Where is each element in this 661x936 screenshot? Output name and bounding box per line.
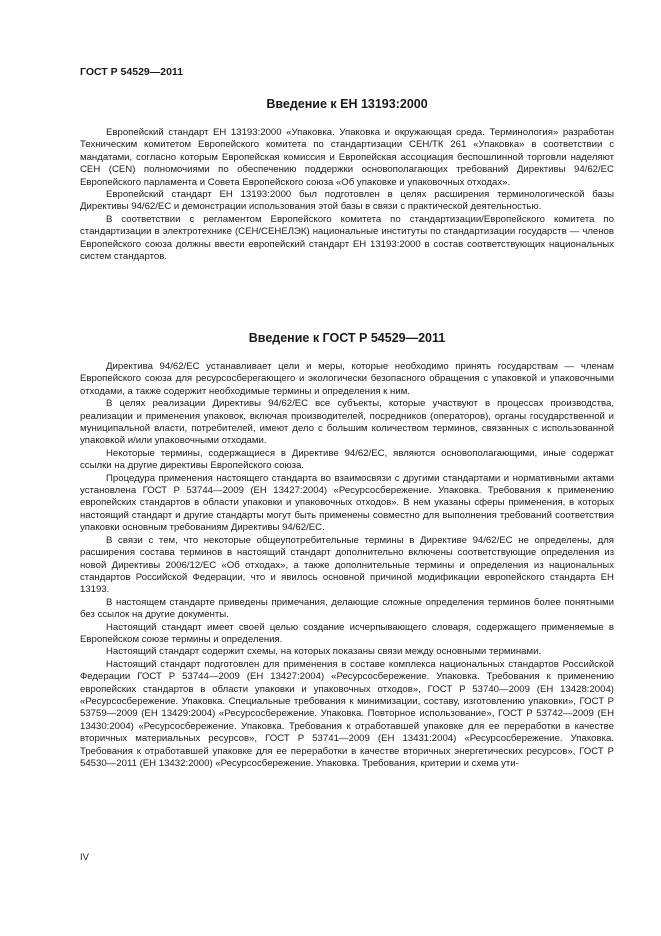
paragraph: Процедура применения настоящего стандарта во взаимосвязи с другими стандартами и нормативными актами установлена ГОСТ Р 53744—2009 (ЕН 13427:2004) «Ресурсосбережение. Упаковка. Требования к применению европейских стандартов в области упаковки и упаковочных отходов». В нем указаны сферы применения, в которых настоящий стандарт и другие стандарты могут быть применены совместно для выполнения требований соответствия упаковки основным требованиям Директивы 94/62/ЕС. [80,472,614,534]
intro-gost-body [80,361,614,770]
paragraph: В соответствии с регламентом Европейского комитета по стандартизации/Европейского комитета по стандартизации в электротехнике (СЕН/СЕНЕЛЭК) национальные институты по стандартизации государств — членов Европейского союза должны ввести европейский стандарт ЕН 13193:2000 в состав соответствующих национальных систем стандартов. [80,213,614,263]
intro-en-body [80,127,614,263]
intro-en-title: Введение к ЕН 13193:2000 [266,97,428,111]
paragraph: В настоящем стандарте приведены примечания, делающие сложные определения терминов более понятными без ссылок на другие документы. [80,596,614,621]
page-number: IV [80,852,89,863]
paragraph: Некоторые термины, содержащиеся в Директиве 94/62/ЕС, являются основополагающими, иные содержат ссылки на другие директивы Европейского союза. [80,447,614,472]
paragraph: Европейский стандарт ЕН 13193:2000 «Упаковка. Упаковка и окружающая среда. Терминология» разработан Техническим комитетом Европейского комитета по стандартизации СЕН/ТК 261 «Упаковка» в соответствии с мандатами, согласно которым Европейская комиссия и Европейская ассоциация беспошлинной торговли наделяют СЕН (CEN) полномочиями по обеспечению поддержки основополагающих требований Директивы 94/62/ЕС Европейского парламента и Совета Европейского союза «Об упаковке и упаковочных отходах». [80,127,614,188]
intro-gost-title: Введение к ГОСТ Р 54529—2011 [248,331,446,345]
paragraph: Настоящий стандарт имеет своей целью создание исчерпывающего словаря, содержащего применяемые в Европейском союзе термины и определения. [80,621,614,645]
document-code-header: ГОСТ Р 54529—2011 [80,66,184,78]
intro-en-section [80,97,614,263]
paragraph: Европейский стандарт ЕН 13193:2000 был подготовлен в целях расширения терминологической базы Директивы 94/62/ЕС и демонстрации использования этой базы в связи с практической деятельностью. [80,189,614,213]
intro-gost-section [80,331,614,770]
paragraph: Настоящий стандарт подготовлен для применения в составе комплекса национальных стандартов Российской Федерации ГОСТ Р 53744—2009 (ЕН 13427:2004) «Ресурсосбережение. Упаковка. Требования к применению европейских стандартов в области упаковки и упаковочных отходов», ГОСТ Р 53740—2009 (ЕН 13428:2004) «Ресурсосбережение. Упаковка. Специальные требования к минимизации, составу, изготовлению упаковки», ГОСТ Р 53759—2009 (ЕН 13429:2004) «Ресурсосбережение. Упаковка. Повторное использование», ГОСТ Р 53742—2009 (ЕН 13430:2004) «Ресурсосбережение. Упаковка. Требования к отработавшей упаковке для ее переработки в качестве вторичных материальных ресурсов», ГОСТ Р 53741—2009 (ЕН 13431:2004) «Ресурсосбережение. Упаковка. Требования к отработавшей упаковке для ее переработки в качестве вторичных энергетических ресурсов», ГОСТ Р 54530—2011 (ЕН 13432:2000) «Ресурсосбережение. Упаковка. Требования, критерии и схема ути- [80,658,614,769]
paragraph: В целях реализации Директивы 94/62/ЕС все субъекты, которые участвуют в процессах производства, реализации и применения упаковок, включая производителей, посредников (операторов), органы государственной и муниципальной власти, потребителей, имеют дело с большим количеством терминов, связанных с использованной упаковкой и/или упаковочными отходами. [80,398,614,447]
paragraph: Настоящий стандарт содержит схемы, на которых показаны связи между основными терминами. [106,646,542,658]
paragraph: В связи с тем, что некоторые общеупотребительные термины в Директиве 94/62/ЕС не определены, для расширения состава терминов в настоящий стандарт дополнительно включены соответствующие определения из новой Директивы 2006/12/ЕС «Об отходах», а также дополнительные термины и определения из национальных стандартов Российской Федерации, что и явилось основной причиной модификации европейского стандарта ЕН 13193. [80,534,614,596]
paragraph: Директива 94/62/ЕС устанавливает цели и меры, которые необходимо принять государствам — членам Европейского союза для ресурсосберегающего и экологически безопасного обращения с упаковкой и упаковочными отходами, а также содержит необходимые термины и определения к ним. [80,361,614,397]
